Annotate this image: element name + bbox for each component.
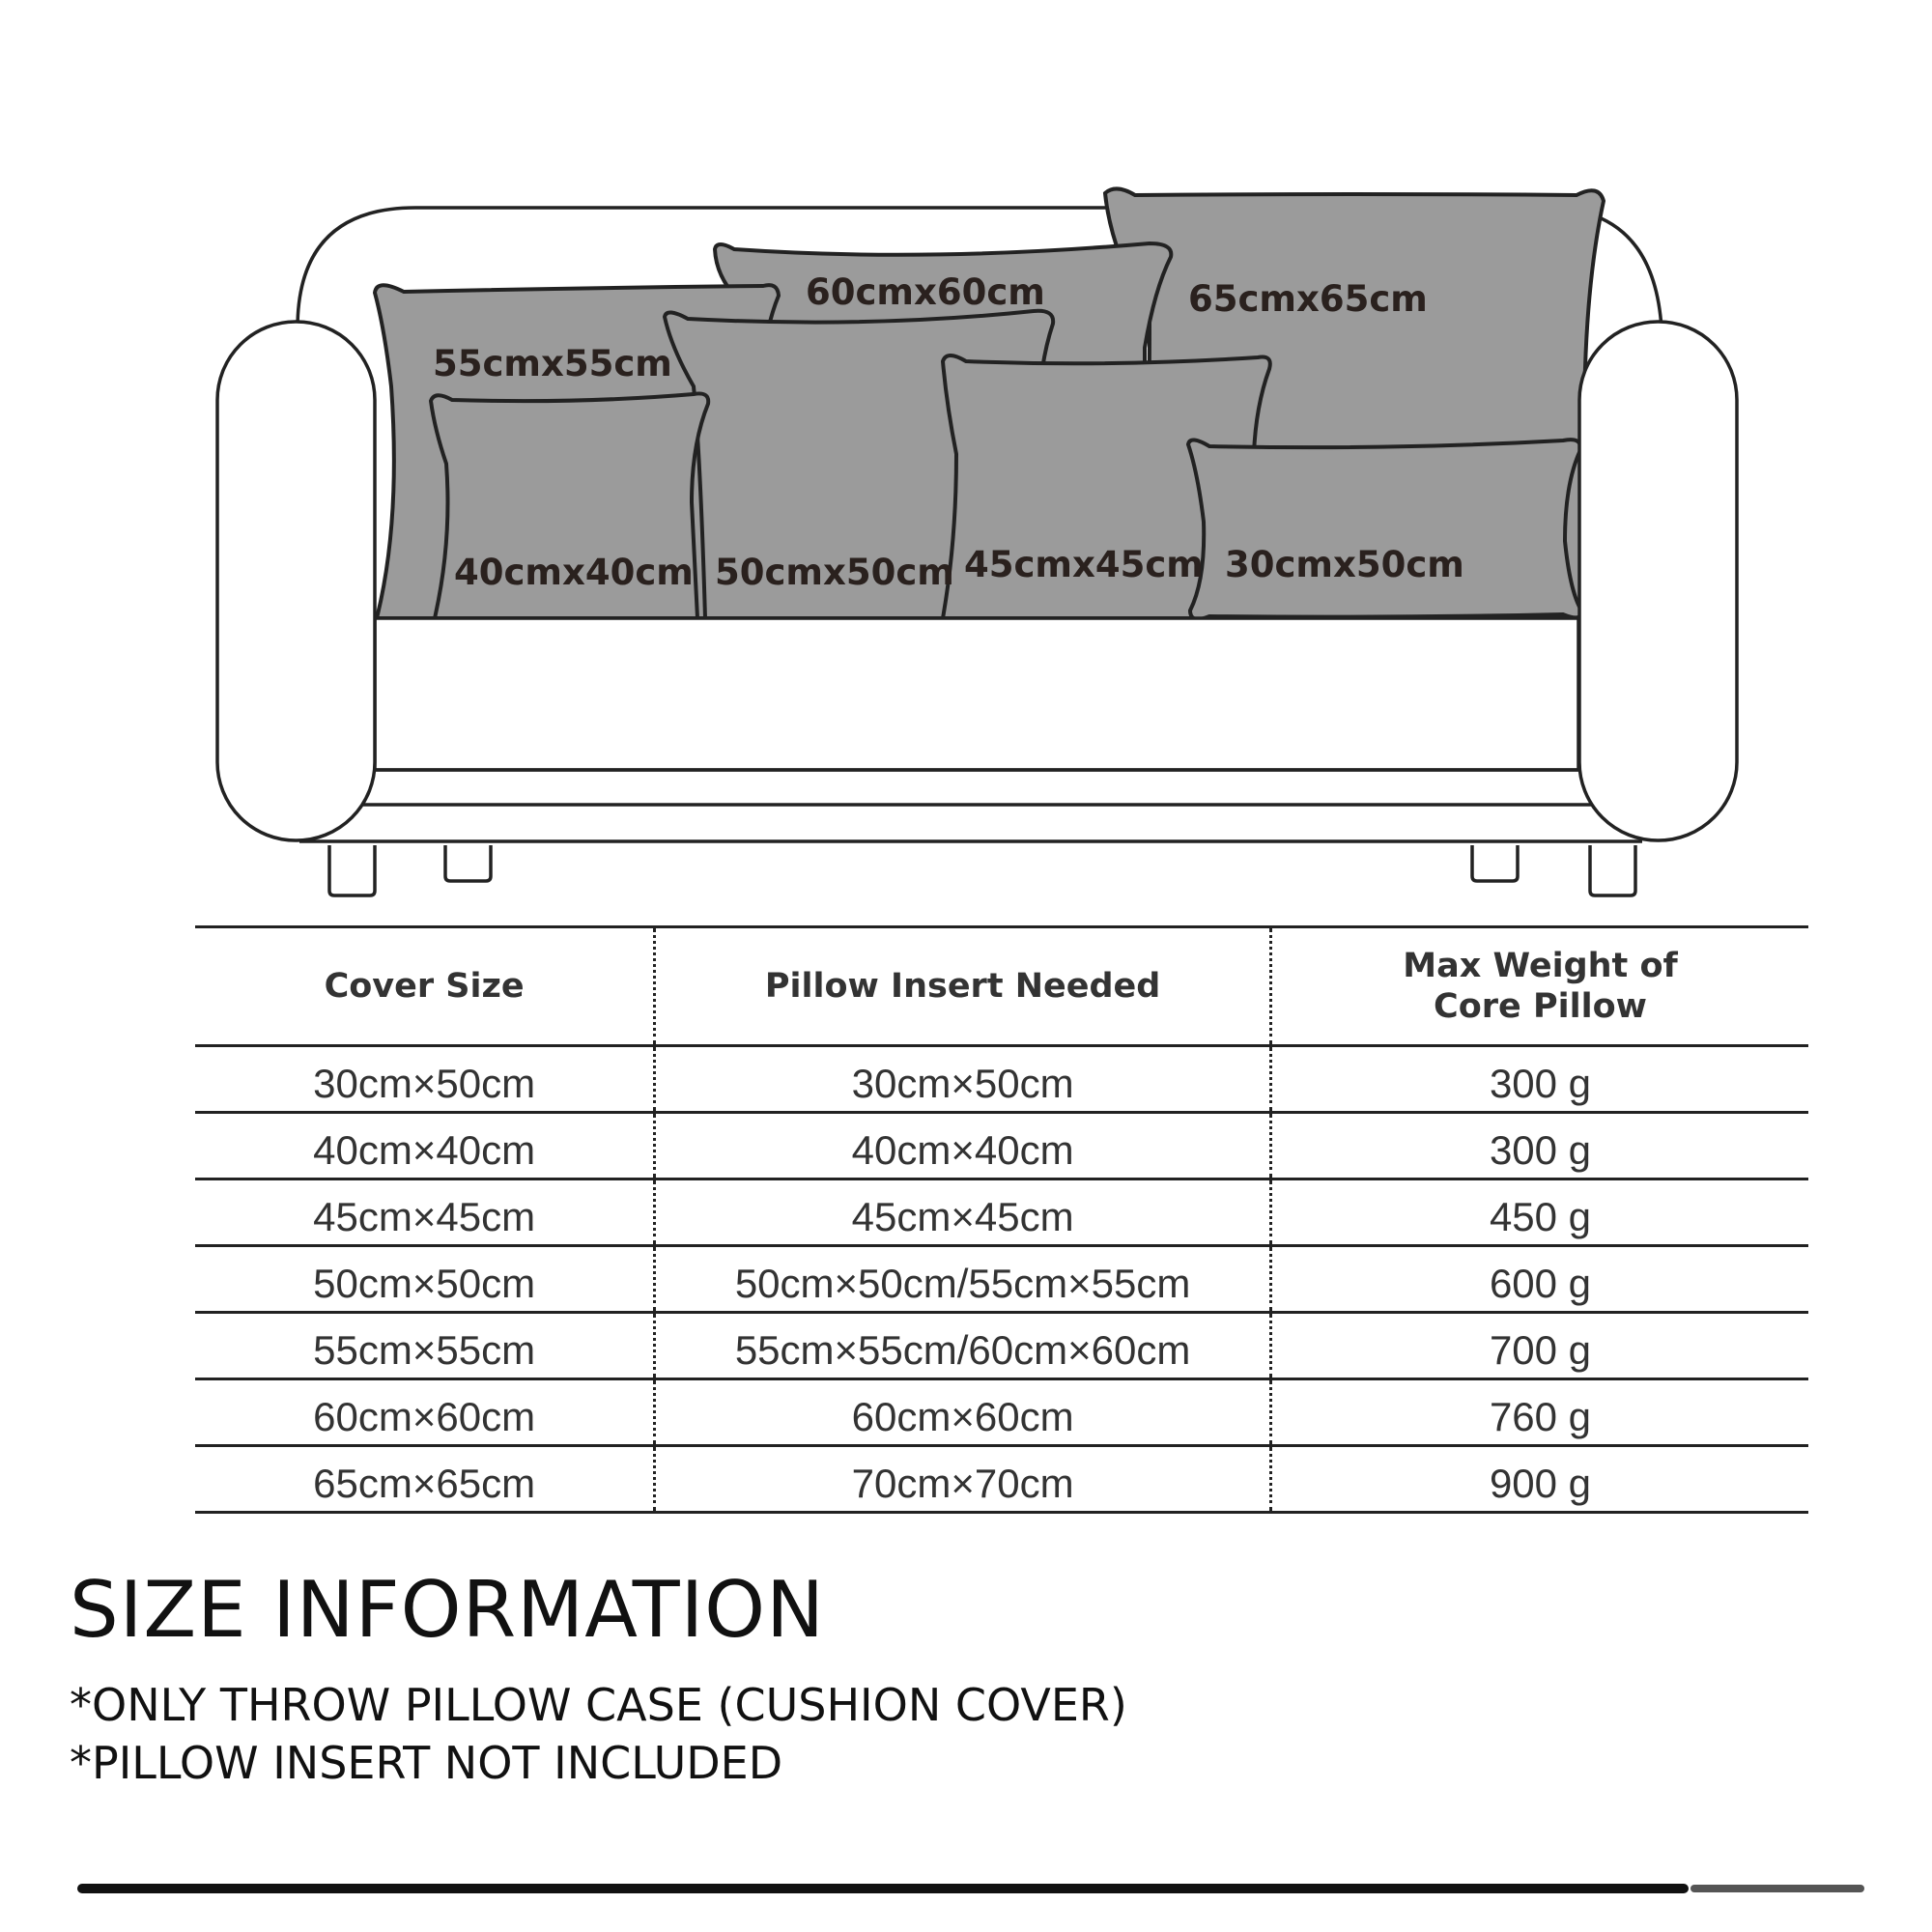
cell-weight: 450 g	[1489, 1194, 1592, 1239]
cell-weight: 900 g	[1489, 1461, 1592, 1506]
table-row	[195, 1446, 1808, 1513]
pillow-label-40x40: 40cmx40cm	[454, 552, 694, 593]
cell-weight: 600 g	[1489, 1261, 1592, 1306]
cell-insert: 60cm×60cm	[655, 1379, 1271, 1446]
header-cover-size: Cover Size	[195, 927, 655, 1046]
cell-weight: 700 g	[1489, 1327, 1592, 1373]
sofa-seat	[375, 618, 1578, 770]
cell-insert: 30cm×50cm	[655, 1046, 1271, 1113]
table-row	[195, 1313, 1808, 1379]
cell-insert: 55cm×55cm/60cm×60cm	[655, 1313, 1271, 1379]
table-row	[195, 1113, 1808, 1179]
size-table	[195, 925, 1808, 1514]
cell-cover: 40cm×40cm	[195, 1113, 655, 1179]
footer-divider-accent	[1690, 1885, 1864, 1892]
cell-cover: 55cm×55cm	[195, 1313, 655, 1379]
cell-weight: 760 g	[1489, 1394, 1592, 1439]
page-title: SIZE INFORMATION	[70, 1565, 825, 1655]
pillow-label-45x45: 45cmx45cm	[964, 544, 1204, 585]
cell-weight: 300 g	[1489, 1127, 1592, 1173]
header-insert-needed: Pillow Insert Needed	[655, 927, 1271, 1046]
pillow-label-60x60: 60cmx60cm	[806, 271, 1045, 313]
note-insert-not-included: *PILLOW INSERT NOT INCLUDED	[70, 1737, 783, 1789]
pillow-label-50x50: 50cmx50cm	[715, 552, 954, 593]
cell-weight: 300 g	[1489, 1061, 1592, 1106]
sofa-leg	[329, 845, 375, 895]
pillow-label-65x65: 65cmx65cm	[1188, 278, 1428, 320]
cell-insert: 70cm×70cm	[655, 1446, 1271, 1513]
cell-cover: 50cm×50cm	[195, 1246, 655, 1313]
sofa-left-arm	[217, 322, 375, 840]
table-row	[195, 1179, 1808, 1246]
table-row	[195, 1246, 1808, 1313]
table-row	[195, 1046, 1808, 1113]
cell-insert: 50cm×50cm/55cm×55cm	[655, 1246, 1271, 1313]
cell-insert: 45cm×45cm	[655, 1179, 1271, 1246]
header-max-weight-line2: Core Pillow	[1434, 987, 1647, 1026]
table-header-row	[195, 927, 1808, 1046]
note-case-only: *ONLY THROW PILLOW CASE (CUSHION COVER)	[70, 1679, 1127, 1731]
sofa-leg	[1472, 845, 1518, 881]
header-max-weight-line1: Max Weight of	[1403, 947, 1678, 985]
sofa-leg	[1590, 845, 1635, 895]
sofa-right-arm	[1579, 322, 1737, 840]
pillow-label-55x55: 55cmx55cm	[433, 343, 672, 384]
cell-cover: 60cm×60cm	[195, 1379, 655, 1446]
table-row	[195, 1379, 1808, 1446]
pillow-label-30x50: 30cmx50cm	[1225, 544, 1464, 585]
cell-cover: 45cm×45cm	[195, 1179, 655, 1246]
cell-insert: 40cm×40cm	[655, 1113, 1271, 1179]
cell-cover: 65cm×65cm	[195, 1446, 655, 1513]
sofa-leg	[445, 845, 491, 881]
header-max-weight	[1271, 927, 1809, 1046]
pillow-30x50	[1188, 440, 1581, 619]
footer-divider	[77, 1884, 1689, 1893]
cell-cover: 30cm×50cm	[195, 1046, 655, 1113]
sofa-diagram	[0, 0, 1932, 927]
